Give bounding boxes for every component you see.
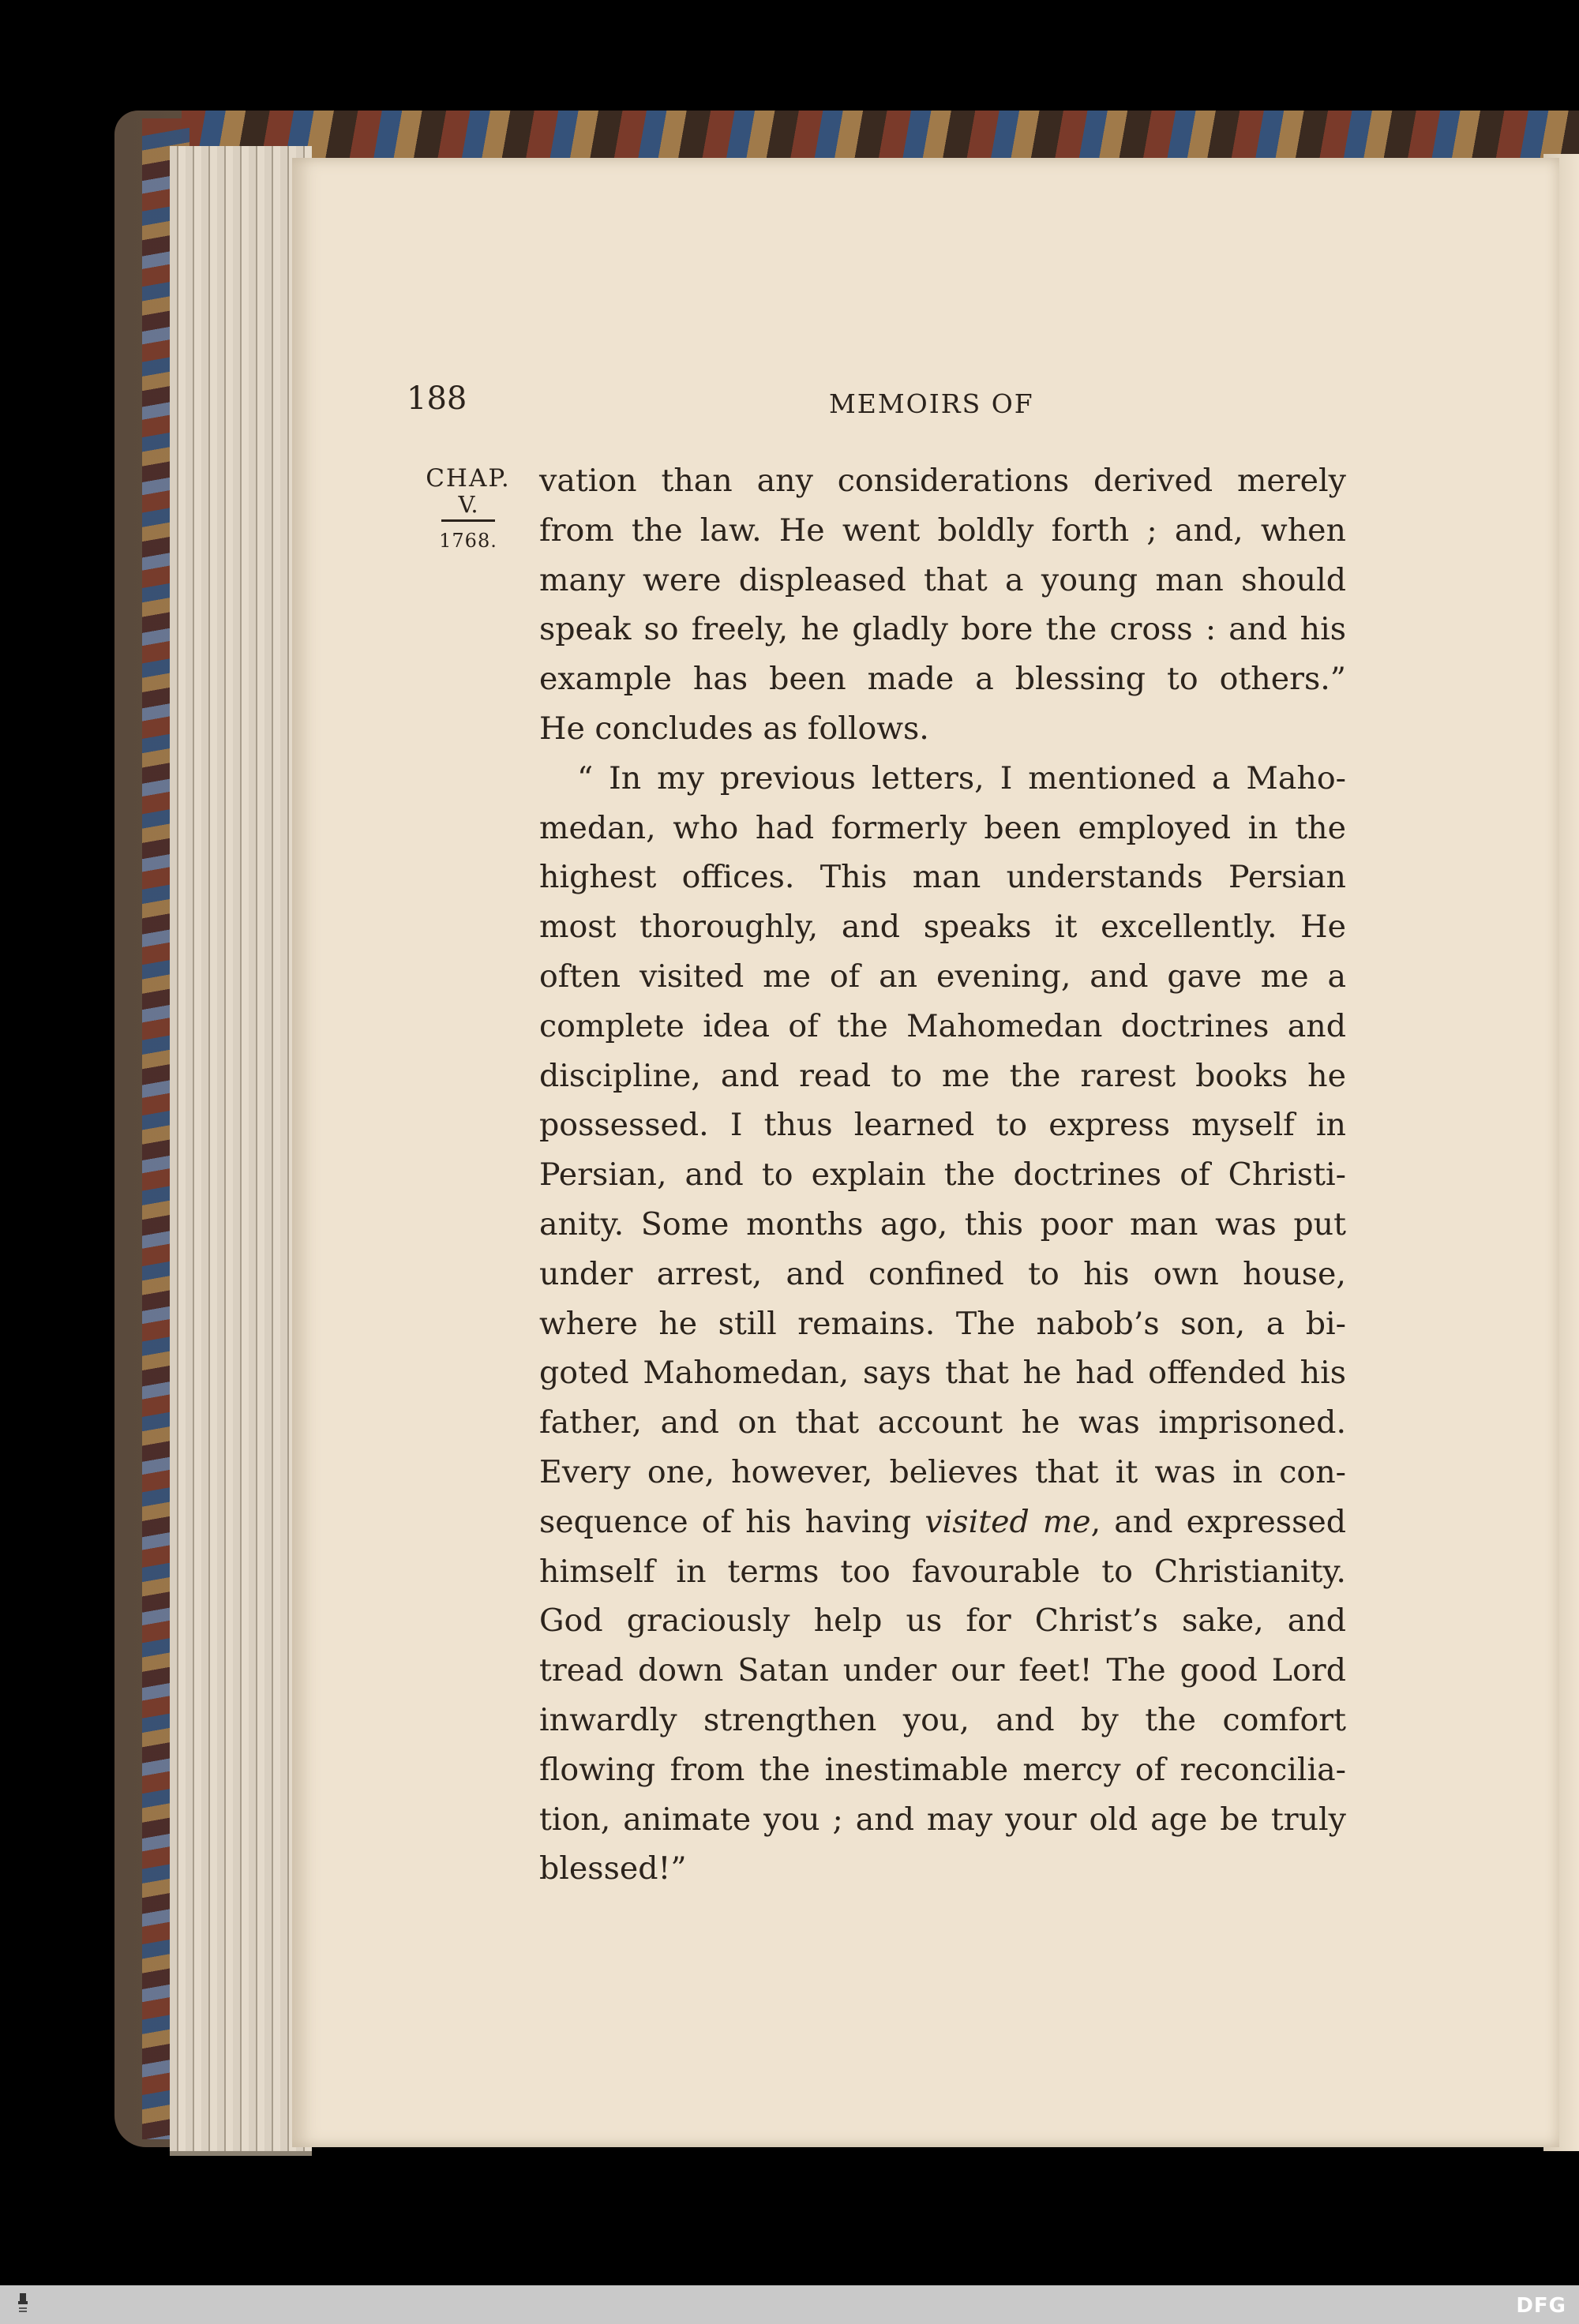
text-line: complete idea of the Mahomedan doctrines and [539,1007,1346,1044]
text-line: He concludes as follows. [539,710,929,747]
text-line: himself in terms too favourable to Christianity. [539,1553,1346,1590]
text-line: tion, animate you ; and may your old age be truly [539,1801,1346,1838]
text-line: anity. Some months ago, this poor man was put [539,1205,1346,1243]
text-line: vation than any considerations derived merely [539,463,1346,499]
chapter-label: CHAP. [426,464,511,493]
text-line: possessed. I thus learned to express myself in [539,1107,1346,1144]
footer-bar [0,2285,1579,2324]
text-line: example has been made a blessing to others.” [539,661,1346,698]
text-line: medan, who had formerly been employed in the [539,809,1346,846]
body-text [539,456,1346,1894]
text-line: Persian, and to explain the doctrines of Christi- [539,1156,1346,1194]
marbled-top-edge [182,111,1579,158]
running-head: MEMOIRS OF [829,388,1034,419]
text-line: tread down Satan under our feet! The good Lord [539,1652,1346,1689]
margin-rule [441,519,495,522]
text-line: speak so freely, he gladly bore the cross : and his [539,611,1346,648]
text-line: from the law. He went boldly forth ; and, when [539,512,1346,549]
text-line: blessed!” [539,1850,687,1887]
text-line: where he still remains. The nabob’s son, a bi- [539,1305,1346,1342]
text-line: Every one, however, believes that it was in con- [539,1453,1346,1490]
italic-emphasis: visited me [925,1503,1091,1540]
text-line: goted Mahomedan, says that he had offended his [539,1355,1346,1392]
text-line: many were displeased that a young man should [539,561,1346,598]
chapter-number: V. [458,491,478,518]
page-number: 188 [407,380,467,417]
text-line: inwardly strengthen you, and by the comfort [539,1701,1346,1738]
page-leaves [170,146,312,2156]
text-line: God graciously help us for Christ’s sake, and [539,1602,1346,1640]
library-logo-icon [17,2292,28,2315]
dfg-logo: DFG [1516,2294,1566,2318]
text-line: under arrest, and confined to his own house, [539,1255,1346,1292]
margin-note [417,464,519,552]
text-segment: , and expressed [1090,1503,1346,1540]
text-line [539,1497,1346,1547]
margin-year: 1768. [439,530,497,552]
text-segment: sequence of his having [539,1503,912,1540]
text-line: “ In my previous letters, I mentioned a Maho- [577,759,1346,797]
text-line: discipline, and read to me the rarest books he [539,1057,1346,1094]
text-line: flowing from the inestimable mercy of reconcilia- [539,1751,1346,1788]
text-line: often visited me of an evening, and gave me a [539,958,1346,995]
text-line: most thoroughly, and speaks it excellently. He [539,909,1346,946]
text-line: father, and on that account he was imprisoned. [539,1404,1346,1441]
text-line: highest offices. This man understands Persian [539,859,1346,896]
